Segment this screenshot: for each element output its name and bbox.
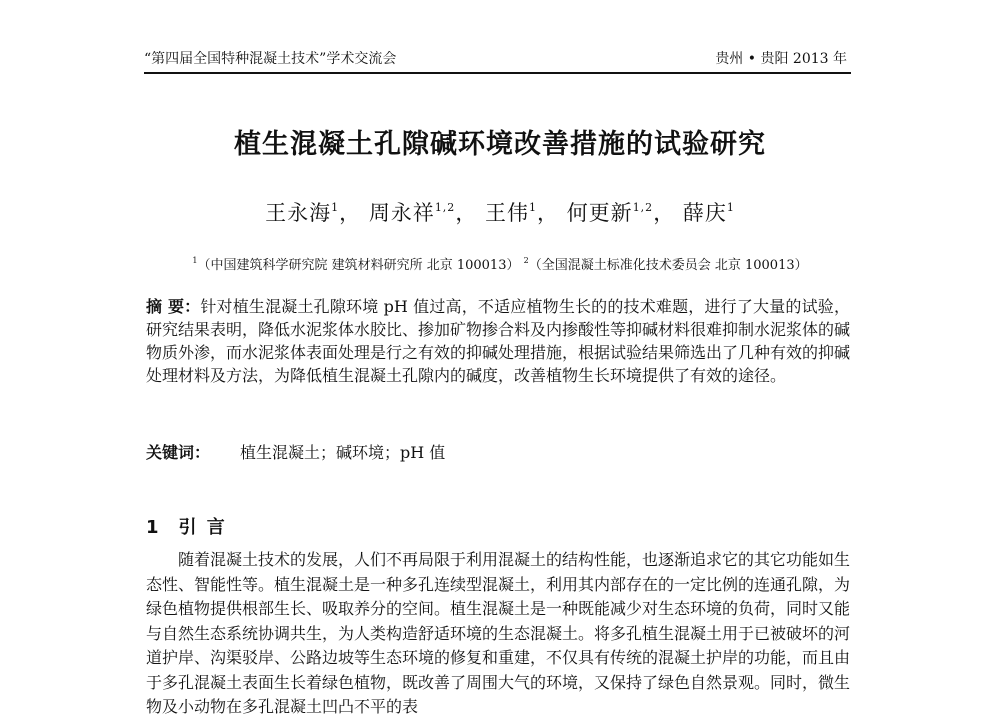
- section-title: 引 言: [178, 517, 227, 538]
- author-affiliation-mark: 1,2: [632, 201, 654, 214]
- conference-name: “第四届全国特种混凝土技术”学术交流会: [144, 51, 397, 67]
- affiliation-mark: 2: [523, 256, 529, 265]
- location-year: 贵州 • 贵阳 2013 年: [715, 51, 847, 67]
- paper-title: 植生混凝土孔隙碱环境改善措施的试验研究: [234, 129, 766, 160]
- abstract-text: 针对植生混凝土孔隙环境 pH 值过高，不适应植物生长的的技术难题，进行了大量的试验，研究结果表明，降低水泥浆体水胶比、掺加矿物掺合料及内掺酸性等抑碱材料很难抑制水泥浆体的碱物质外渗，而水泥浆体表面处理是行之有效的抑碱处理措施，根据试验结果筛选出了几种有效的抑碱处理材料及方法，为降低植生混凝土孔隙内的碱度，改善植物生长环境提供了有效的途径。: [146, 297, 851, 385]
- author-affiliation-mark: 1: [726, 201, 735, 214]
- affiliation-text: （全国混凝土标准化技术委员会 北京 100013）: [528, 258, 808, 273]
- author-name: 周永祥: [368, 201, 435, 225]
- author-name: 王伟: [485, 201, 529, 225]
- author-name: 王永海: [265, 201, 332, 225]
- keywords-text: 植生混凝土；碱环境；pH 值: [240, 443, 446, 462]
- section-number: 1: [146, 517, 161, 538]
- body-paragraph: 随着混凝土技术的发展，人们不再局限于利用混凝土的结构性能，也逐渐追求它的其它功能如生态性、智能性等。植生混凝土是一种多孔连续型混凝土，利用其内部存在的一定比例的连通孔隙，为绿色植物提供根部生长、吸取养分的空间。植生混凝土是一种既能减少对生态环境的负荷，同时又能与自然生态系统协调共生，为人类构造舒适环境的生态混凝土。将多孔植生混凝土用于已被破坏的河道护岸、沟渠驳岸、公路边坡等生态环境的修复和重建，不仅具有传统的混凝土护岸的功能，而且由于多孔混凝土表面生长着绿色植物，既改善了周围大气的环境，又保持了绿色自然景观。同时，微生物及小动物在多孔混凝土凹凸不平的表: [146, 550, 851, 716]
- abstract: [146, 295, 850, 387]
- affiliations: [0, 254, 1000, 273]
- keywords: [146, 440, 850, 463]
- affiliation-text: （中国建筑科学研究院 建筑材料研究所 北京 100013）: [197, 258, 520, 273]
- section-heading: [146, 513, 227, 539]
- author-affiliation-mark: 1: [331, 201, 340, 214]
- keywords-label: 关键词：: [146, 443, 211, 462]
- author-list: 王永海$^1$， 周永祥$^{1,2}$， 王伟$^1$， 何更新$^{1,2}$， 薛庆$^1$: [265, 201, 735, 225]
- abstract-label: 摘 要：: [146, 297, 201, 316]
- affiliation-mark: 1: [192, 256, 198, 265]
- author-affiliation-mark: 1,2: [434, 201, 456, 214]
- author-name: 何更新: [566, 201, 633, 225]
- running-header: [144, 46, 851, 74]
- author-affiliation-mark: 1: [529, 201, 537, 214]
- author-name: 薛庆: [682, 201, 727, 225]
